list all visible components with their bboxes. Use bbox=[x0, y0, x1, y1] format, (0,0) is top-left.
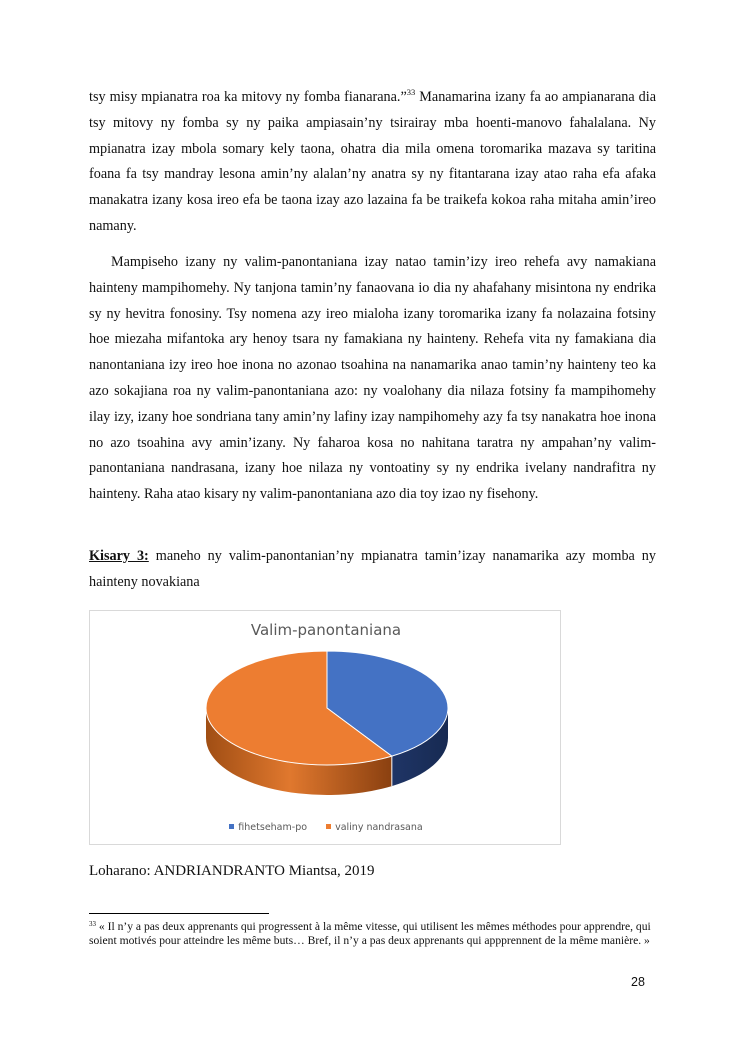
chart-title: Valim-panontaniana bbox=[250, 621, 402, 639]
footnote-separator bbox=[89, 913, 269, 914]
figure-source: Loharano: ANDRIANDRANTO Miantsa, 2019 bbox=[89, 863, 375, 879]
footnote bbox=[89, 920, 656, 949]
legend-swatch-0 bbox=[229, 824, 234, 829]
legend-label-1: valiny nandrasana bbox=[335, 822, 423, 833]
legend-item-0 bbox=[229, 822, 307, 833]
paragraph-2: Mampiseho izany ny valim-panontaniana izay natao tamin’izy ireo rehefa avy namakiana hainteny mampihomehy. Ny tanjona tamin’ny fanaovana io dia ny ahafahany misintona ny endrika sy ny hevitra fonosiny. Tsy nomena azy ireo mialoha izany toromarika izany fa nolazaina fotsiny hoe miezaha mifantoka ary henoy tsara ny famakiana ny hainteny. Rehefa vita ny famakiana dia nanontaniana izy ireo hoe inona no azonao tsoahina na nanamarika anao tamin’ny hainteny teo ka azo sokajiana roa ny valim-panontaniana azo: ny voalohany dia nilaza fotsiny fa mampihomehy ilay izy, izany hoe sondriana tany amin’ny lafiny izay nampihomehy azy fa tsy nanakatra hoe inona no azo tsoahina avy amin’izany. Ny faharoa kosa no nahitana taratra ny ampahan’ny valim-panontaniana nandrasana, izany hoe nilaza ny vontoatiny sy ny endrika ivelany nandrafitra ny hainteny. Raha atao kisary ny valim-panontaniana azo dia toy izao ny fisehony. bbox=[89, 254, 656, 503]
pie-chart bbox=[89, 610, 561, 845]
caption-label: Kisary 3: bbox=[89, 548, 149, 564]
legend-label-0: fihetseham-po bbox=[238, 822, 308, 833]
footnote-text: « Il n’y a pas deux apprenants qui progressent à la même vitesse, qui utilisent les mêmes méthodes pour apprendre, qui soient motivés pour atteindre les même buts… Bref, il n’y a pas deux apprenants qui appprennent de la même manière. » bbox=[89, 920, 651, 948]
page-number: 28 bbox=[631, 975, 645, 989]
legend-swatch-1 bbox=[326, 824, 331, 829]
chart-legend bbox=[90, 822, 562, 833]
caption-text: maneho ny valim-panontanian’ny mpianatra tamin’izay nanamarika azy momba ny hainteny novakiana bbox=[89, 548, 656, 590]
pie-svg bbox=[90, 611, 562, 846]
figure-caption bbox=[89, 544, 656, 596]
footnote-number: 33 bbox=[89, 920, 96, 928]
footnote-ref[interactable]: 33 bbox=[406, 87, 416, 97]
legend-item-1 bbox=[326, 822, 423, 833]
paragraph-1: tsy misy mpianatra roa ka mitovy ny fomba fianarana.”$^{33}$ Manamarina izany fa ao ampianarana dia tsy mitovy ny fomba sy ny paika ampiasain’ny tsirairay mba hoenti-manovo fahalalana. Ny mpianatra izay mbola somary kely taona, ohatra dia mila omena toromarika mazava sy taritina foana fa tsy mandray lesona amin’ny alalan’ny anatra sy ny fitantarana izay atao raha efa afaka manakatra izany kosa ireo efa be taona izay azo lazaina fa be traikefa kokoa raha mitaha amin’ireo namany. bbox=[89, 87, 656, 234]
